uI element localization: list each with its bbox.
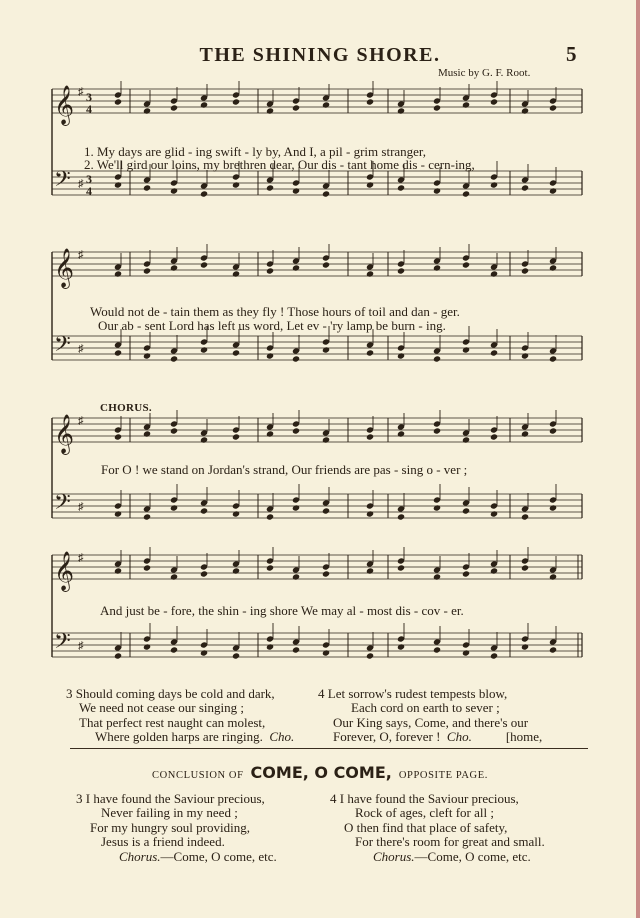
note-head <box>433 264 441 271</box>
note-head <box>397 267 405 274</box>
note-head <box>200 570 208 577</box>
note-head <box>397 107 405 114</box>
note-head <box>232 567 240 574</box>
note-head <box>366 652 374 659</box>
note-head <box>397 184 405 191</box>
note-head <box>366 433 374 440</box>
note-head <box>170 104 178 111</box>
note-head <box>322 190 330 197</box>
verse-4-cho: Cho. <box>446 729 472 745</box>
note-head <box>490 98 498 105</box>
note-head <box>433 504 441 511</box>
note-head <box>549 355 557 362</box>
note-head <box>433 187 441 194</box>
note-head <box>266 107 274 114</box>
treble-clef-icon: 𝄞 <box>54 414 75 454</box>
note-head <box>143 352 151 359</box>
note-head <box>462 649 470 656</box>
lyric-line-3: Would not de - tain them as they fly ! Those hours of toil and dan - ger. <box>90 304 460 319</box>
conclusion-hymn-name: COME, O COME, <box>250 763 392 782</box>
note-head <box>200 346 208 353</box>
conclusion-suffix: OPPOSITE PAGE. <box>398 770 488 781</box>
note-head <box>521 267 529 274</box>
note-head <box>266 184 274 191</box>
conclusion-verse-4-line-3: O then find that place of safety, <box>344 819 508 835</box>
note-head <box>143 267 151 274</box>
conclusion-verse-3-chorus-text: —Come, O come, etc. <box>160 848 277 864</box>
note-head <box>462 507 470 514</box>
note-head <box>200 261 208 268</box>
verse-3-cho: Cho. <box>269 729 295 745</box>
note-head <box>292 504 300 511</box>
note-head <box>462 436 470 443</box>
verse-3-line-4: Where golden harps are ringing. <box>95 729 263 745</box>
note-head <box>462 190 470 197</box>
note-head <box>292 427 300 434</box>
note-head <box>366 98 374 105</box>
note-head <box>170 504 178 511</box>
note-head <box>521 352 529 359</box>
note-head <box>170 187 178 194</box>
bass-clef-icon: 𝄢 <box>54 629 71 659</box>
note-head <box>521 184 529 191</box>
note-head <box>521 430 529 437</box>
note-head <box>292 264 300 271</box>
note-head <box>462 261 470 268</box>
note-head <box>366 181 374 188</box>
verse-3-line-2: We need not cease our singing ; <box>79 700 245 716</box>
note-head <box>143 184 151 191</box>
note-head <box>433 104 441 111</box>
conclusion-verse-3-line-3: For my hungry soul providing, <box>90 819 250 835</box>
time-signature-bottom: 4 <box>86 184 92 198</box>
note-head <box>232 349 240 356</box>
note-head <box>322 507 330 514</box>
lyric-line-1: 1. My days are glid - ing swift - ly by, And I, a pil - grim stranger, <box>84 144 426 159</box>
bass-clef-icon: 𝄢 <box>54 167 71 197</box>
note-head <box>322 649 330 656</box>
verse-3-line-3: That perfect rest naught can molest, <box>79 714 266 730</box>
note-head <box>490 349 498 356</box>
note-head <box>366 567 374 574</box>
note-head <box>490 652 498 659</box>
note-head <box>170 264 178 271</box>
note-head <box>549 264 557 271</box>
note-head <box>232 181 240 188</box>
note-head <box>200 101 208 108</box>
note-head <box>170 355 178 362</box>
verse-4-line-3: Our King says, Come, and there's our <box>333 714 529 730</box>
note-head <box>114 270 122 277</box>
conclusion-verse-4 <box>330 792 545 864</box>
note-head <box>433 427 441 434</box>
note-head <box>490 433 498 440</box>
treble-clef-icon: 𝄞 <box>54 85 75 125</box>
note-head <box>266 564 274 571</box>
note-head <box>322 101 330 108</box>
note-head <box>292 573 300 580</box>
note-head <box>143 513 151 520</box>
note-head <box>200 649 208 656</box>
note-head <box>143 430 151 437</box>
verse-4-line-4: Forever, O, forever ! <box>333 729 441 745</box>
note-head <box>490 510 498 517</box>
sharp-icon: ♯ <box>78 501 84 513</box>
composer-credit: Music by G. F. Root. <box>438 67 531 79</box>
note-head <box>521 107 529 114</box>
hymn-title: THE SHINING SHORE. <box>199 44 441 66</box>
separator-rule <box>70 748 588 749</box>
note-head <box>266 430 274 437</box>
note-head <box>521 513 529 520</box>
note-head <box>397 352 405 359</box>
note-head <box>114 181 122 188</box>
verse-4-line-2: Each cord on earth to sever ; <box>351 700 500 716</box>
note-head <box>433 573 441 580</box>
note-head <box>462 570 470 577</box>
note-head <box>266 513 274 520</box>
verse-3 <box>66 687 294 745</box>
note-head <box>143 643 151 650</box>
treble-clef-icon: 𝄞 <box>54 551 75 591</box>
note-head <box>292 646 300 653</box>
conclusion-verse-4-line-2: Rock of ages, cleft for all ; <box>355 805 494 821</box>
sharp-icon: ♯ <box>78 249 84 261</box>
note-head <box>490 567 498 574</box>
note-head <box>170 646 178 653</box>
verse-3-line-1: 3 Should coming days be cold and dark, <box>66 686 275 701</box>
lyric-line-5: For O ! we stand on Jordan's strand, Our friends are pas - sing o - ver ; <box>101 462 468 477</box>
note-head <box>200 190 208 197</box>
verse-4-tail: [home, <box>505 729 543 745</box>
note-head <box>143 564 151 571</box>
time-signature-top: 3 <box>86 90 92 104</box>
conclusion-verse-3-chorus-label: Chorus. <box>119 848 161 864</box>
note-head <box>292 355 300 362</box>
note-head <box>397 513 405 520</box>
conclusion-prefix: CONCLUSION OF <box>152 770 244 781</box>
sharp-icon: ♯ <box>78 86 84 98</box>
conclusion-verse-4-chorus-label: Chorus. <box>373 848 415 864</box>
bass-clef-icon: 𝄢 <box>54 332 71 362</box>
note-head <box>114 349 122 356</box>
note-head <box>114 567 122 574</box>
note-head <box>490 270 498 277</box>
note-head <box>366 349 374 356</box>
note-head <box>292 104 300 111</box>
note-head <box>114 510 122 517</box>
note-head <box>322 346 330 353</box>
note-head <box>114 98 122 105</box>
note-head <box>114 433 122 440</box>
note-head <box>433 355 441 362</box>
note-head <box>170 427 178 434</box>
lyric-line-2: 2. We'll gird our loins, my brethren dear, Our dis - tant home dis - cern-ing, <box>84 157 475 172</box>
conclusion-verse-4-line-1: 4 I have found the Saviour precious, <box>330 791 519 806</box>
conclusion-verse-4-line-4: For there's room for great and small. <box>355 834 545 850</box>
note-head <box>266 352 274 359</box>
note-head <box>322 436 330 443</box>
note-head <box>549 646 557 653</box>
note-head <box>143 107 151 114</box>
lyric-line-6: And just be - fore, the shin - ing shore We may al - most dis - cov - er. <box>100 603 464 618</box>
conclusion-verse-4-chorus-text: —Come, O come, etc. <box>414 848 531 864</box>
note-head <box>292 187 300 194</box>
chorus-label: CHORUS. <box>100 402 152 414</box>
note-head <box>549 104 557 111</box>
note-head <box>366 270 374 277</box>
verse-4-line-1: 4 Let sorrow's rudest tempests blow, <box>318 686 508 701</box>
note-head <box>266 643 274 650</box>
conclusion-verse-3 <box>76 792 277 864</box>
note-head <box>549 573 557 580</box>
note-head <box>200 436 208 443</box>
note-head <box>521 643 529 650</box>
note-head <box>397 564 405 571</box>
conclusion-verse-3-line-4: Jesus is a friend indeed. <box>101 834 225 850</box>
lyric-line-4: Our ab - sent Lord has left us word, Let ev - 'ry lamp be burn - ing. <box>98 318 446 333</box>
note-head <box>462 346 470 353</box>
bass-clef-icon: 𝄢 <box>54 490 71 520</box>
note-head <box>490 181 498 188</box>
note-head <box>549 504 557 511</box>
note-head <box>397 643 405 650</box>
conclusion-verse-3-line-2: Never failing in my need ; <box>101 805 238 821</box>
note-head <box>322 261 330 268</box>
note-head <box>232 652 240 659</box>
sharp-icon: ♯ <box>78 415 84 427</box>
note-head <box>433 646 441 653</box>
sharp-icon: ♯ <box>78 178 84 190</box>
verse-4 <box>318 687 542 745</box>
note-head <box>170 573 178 580</box>
note-head <box>114 652 122 659</box>
treble-clef-icon: 𝄞 <box>54 248 75 288</box>
note-head <box>521 564 529 571</box>
note-head <box>232 433 240 440</box>
sharp-icon: ♯ <box>78 640 84 652</box>
note-head <box>397 430 405 437</box>
conclusion-heading <box>0 763 640 782</box>
page-number: 5 <box>566 42 577 66</box>
conclusion-verse-3-line-1: 3 I have found the Saviour precious, <box>76 791 265 806</box>
note-head <box>462 101 470 108</box>
note-head <box>549 187 557 194</box>
note-head <box>322 570 330 577</box>
time-signature-top: 3 <box>86 172 92 186</box>
sharp-icon: ♯ <box>78 552 84 564</box>
note-head <box>232 270 240 277</box>
note-head <box>266 267 274 274</box>
note-head <box>549 427 557 434</box>
note-head <box>232 98 240 105</box>
note-head <box>200 507 208 514</box>
sharp-icon: ♯ <box>78 343 84 355</box>
time-signature-bottom: 4 <box>86 102 92 116</box>
note-head <box>366 510 374 517</box>
note-head <box>232 510 240 517</box>
